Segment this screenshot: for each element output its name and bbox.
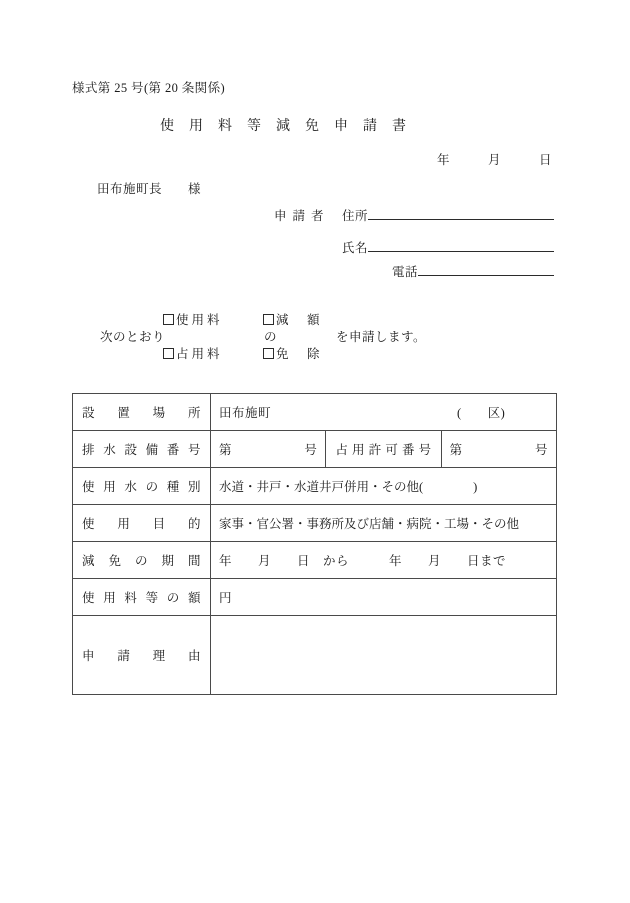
address-field-row	[342, 206, 554, 224]
table-row-amount	[73, 579, 557, 616]
checkbox-label-usage-fee: 使用料	[176, 313, 223, 327]
row-value-reason[interactable]	[211, 616, 557, 695]
table-row-water-type	[73, 468, 557, 505]
row-label-purpose: 使用目的	[73, 505, 211, 542]
checkbox-label-exemption: 免 除	[276, 347, 323, 361]
checkbox-exemption[interactable]	[263, 344, 323, 362]
occupancy-permit-number-prefix: 第	[449, 443, 463, 457]
request-suffix: を申請します。	[336, 330, 427, 344]
telephone-field-row	[392, 262, 554, 280]
row-label-site: 設置場所	[73, 394, 211, 431]
address-field-label: 住所	[342, 209, 369, 223]
page-title: 使用料等減免申請書	[160, 119, 421, 134]
telephone-input[interactable]	[418, 263, 554, 277]
occupancy-permit-number-suffix: 号	[534, 443, 548, 457]
site-district-text: ( 区)	[457, 406, 506, 420]
applicant-label: 申請者	[274, 209, 330, 223]
checkbox-icon-usage-fee[interactable]	[163, 314, 174, 325]
checkbox-label-occupancy-fee: 占用料	[176, 347, 223, 361]
row-value-purpose[interactable]: 家事・官公署・事務所及び店舗・病院・工場・その他	[211, 505, 557, 542]
name-field-row	[342, 238, 554, 256]
name-field-label: 氏名	[342, 241, 369, 255]
checkbox-reduction[interactable]	[263, 310, 323, 328]
period-to: 年 月 日まで	[389, 554, 507, 568]
drainage-number-prefix: 第	[219, 443, 233, 457]
request-connector: の	[264, 330, 277, 344]
table-row-site	[73, 394, 557, 431]
table-row-drainage-number	[73, 431, 557, 468]
row-label-reason: 申請理由	[73, 616, 211, 695]
addressee: 田布施町長 様	[97, 182, 202, 196]
address-input[interactable]	[368, 207, 554, 221]
checkbox-occupancy-fee[interactable]	[163, 344, 223, 362]
form-number: 様式第 25 号(第 20 条関係)	[72, 81, 226, 95]
request-prefix: 次のとおり	[100, 330, 166, 344]
checkbox-usage-fee[interactable]	[163, 310, 223, 328]
row-label-occupancy-permit-number: 占用許可番号	[326, 431, 441, 468]
row-value-occupancy-permit-number[interactable]	[441, 431, 556, 468]
date-line: 年 月 日	[437, 153, 565, 167]
row-value-amount[interactable]	[211, 579, 557, 616]
checkbox-label-reduction: 減 額	[276, 313, 323, 327]
site-town-text: 田布施町	[219, 406, 272, 420]
table-row-period	[73, 542, 557, 579]
name-input[interactable]	[368, 239, 554, 253]
table-row-purpose	[73, 505, 557, 542]
checkbox-icon-reduction[interactable]	[263, 314, 274, 325]
amount-unit: 円	[219, 591, 233, 605]
row-label-drainage-number: 排水設備番号	[73, 431, 211, 468]
period-from: 年 月 日 から	[219, 554, 350, 568]
row-value-water-type[interactable]: 水道・井戸・水道井戸併用・その他( )	[211, 468, 557, 505]
row-label-amount: 使用料等の額	[73, 579, 211, 616]
row-label-water-type: 使用水の種別	[73, 468, 211, 505]
row-value-site[interactable]	[211, 394, 557, 431]
checkbox-icon-occupancy-fee[interactable]	[163, 348, 174, 359]
row-value-drainage-number[interactable]	[211, 431, 326, 468]
checkbox-icon-exemption[interactable]	[263, 348, 274, 359]
row-value-period[interactable]	[211, 542, 557, 579]
telephone-field-label: 電話	[392, 265, 419, 279]
table-row-reason	[73, 616, 557, 695]
application-detail-table	[72, 393, 557, 695]
row-label-period: 減免の期間	[73, 542, 211, 579]
drainage-number-suffix: 号	[304, 443, 318, 457]
